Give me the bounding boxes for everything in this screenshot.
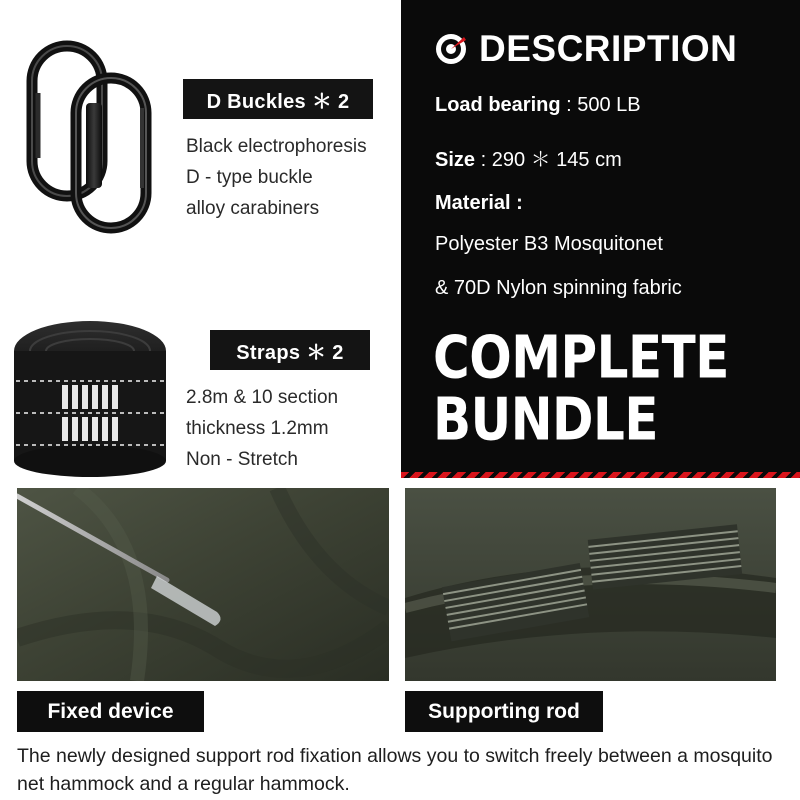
straps-spec-line: thickness 1.2mm <box>186 418 329 439</box>
load-bearing-value: : 500 LB <box>560 94 641 116</box>
load-bearing-key: Load bearing <box>435 94 561 116</box>
material-sep: : <box>510 192 523 214</box>
material-row <box>435 192 523 215</box>
buckles-spec-line: Black electrophoresis <box>186 136 367 157</box>
bundle-heading-line: COMPLETE <box>433 323 729 392</box>
footer-description: The newly designed support rod fixation allows you to switch freely between a mosquito net hammock and a regular hammock. <box>17 745 773 795</box>
buckles-spec <box>186 131 367 224</box>
size-key: Size <box>435 149 476 171</box>
description-title: DESCRIPTION <box>479 28 738 69</box>
description-header <box>433 28 737 70</box>
fixed-device-caption: Fixed device <box>17 691 204 732</box>
size-row <box>435 143 622 172</box>
bundle-heading-line: BUNDLE <box>433 385 659 454</box>
material-line: Polyester B3 Mosquitonet <box>435 233 663 255</box>
strap-roll-image <box>10 313 170 478</box>
supporting-rod-photo <box>405 488 776 681</box>
supporting-rod-caption: Supporting rod <box>405 691 603 732</box>
red-stripe-divider <box>401 472 800 478</box>
carabiners-image <box>24 38 164 238</box>
target-gauge-icon <box>433 31 469 67</box>
buckles-spec-line: alloy carabiners <box>186 198 320 219</box>
material-line: & 70D Nylon spinning fabric <box>435 277 682 299</box>
straps-spec-line: Non - Stretch <box>186 449 298 470</box>
straps-spec <box>186 382 338 475</box>
size-value: : 290 ＊ 145 cm <box>475 149 622 171</box>
description-panel <box>401 0 800 478</box>
buckles-label: D Buckles ＊ 2 <box>183 79 373 119</box>
material-key: Material <box>435 192 511 214</box>
straps-spec-line: 2.8m & 10 section <box>186 387 339 408</box>
load-bearing-row <box>435 94 641 117</box>
fixed-device-photo <box>17 488 389 681</box>
straps-label: Straps ＊ 2 <box>210 330 370 370</box>
buckles-spec-line: D - type buckle <box>186 167 313 188</box>
